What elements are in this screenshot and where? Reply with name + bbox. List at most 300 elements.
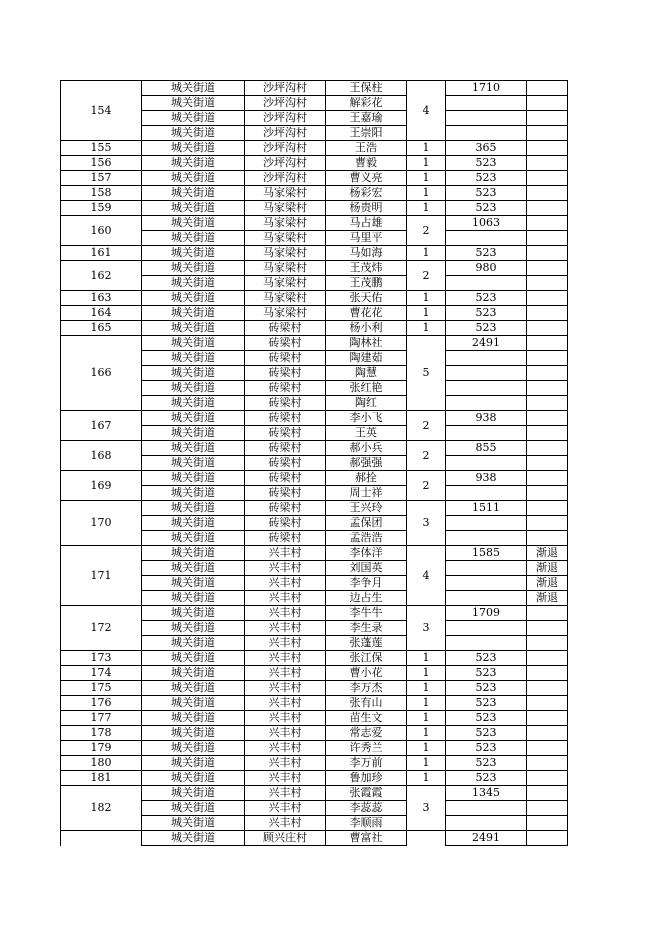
village-cell: 砖梁村 bbox=[245, 531, 326, 546]
village-cell: 砖梁村 bbox=[245, 486, 326, 501]
name-cell: 李生录 bbox=[326, 621, 407, 636]
village-cell: 兴丰村 bbox=[245, 546, 326, 561]
name-cell: 李争月 bbox=[326, 576, 407, 591]
street-cell: 城关街道 bbox=[142, 696, 245, 711]
street-cell: 城关街道 bbox=[142, 291, 245, 306]
name-cell: 张蓬莲 bbox=[326, 636, 407, 651]
village-cell: 兴丰村 bbox=[245, 621, 326, 636]
note-cell bbox=[527, 126, 568, 141]
note-cell bbox=[527, 456, 568, 471]
table-row bbox=[61, 666, 568, 681]
amount-cell: 1511 bbox=[446, 501, 527, 516]
serial-number-cell: 159 bbox=[61, 201, 142, 216]
name-cell: 陶红 bbox=[326, 396, 407, 411]
street-cell: 城关街道 bbox=[142, 366, 245, 381]
household-size-cell: 2 bbox=[407, 441, 446, 471]
note-cell bbox=[527, 111, 568, 126]
note-cell bbox=[527, 831, 568, 846]
note-cell bbox=[527, 291, 568, 306]
note-cell bbox=[527, 276, 568, 291]
table-row bbox=[61, 411, 568, 426]
village-cell: 砖梁村 bbox=[245, 336, 326, 351]
village-cell: 兴丰村 bbox=[245, 726, 326, 741]
note-cell: 渐退 bbox=[527, 591, 568, 606]
amount-cell-empty bbox=[446, 561, 527, 576]
serial-number-cell: 158 bbox=[61, 186, 142, 201]
village-cell: 马家梁村 bbox=[245, 306, 326, 321]
serial-number-cell: 154 bbox=[61, 81, 142, 141]
village-cell: 砖梁村 bbox=[245, 456, 326, 471]
household-size-cell: 4 bbox=[407, 546, 446, 606]
name-cell: 孟保团 bbox=[326, 516, 407, 531]
household-size-cell: 5 bbox=[407, 336, 446, 411]
street-cell: 城关街道 bbox=[142, 801, 245, 816]
name-cell: 曹小花 bbox=[326, 666, 407, 681]
street-cell: 城关街道 bbox=[142, 636, 245, 651]
village-cell: 兴丰村 bbox=[245, 741, 326, 756]
note-cell bbox=[527, 156, 568, 171]
village-cell: 砖梁村 bbox=[245, 426, 326, 441]
amount-cell: 523 bbox=[446, 756, 527, 771]
amount-cell-empty bbox=[446, 531, 527, 546]
name-cell: 李万杰 bbox=[326, 681, 407, 696]
note-cell bbox=[527, 216, 568, 231]
name-cell: 孟浩浩 bbox=[326, 531, 407, 546]
amount-cell: 855 bbox=[446, 441, 527, 456]
village-cell: 兴丰村 bbox=[245, 696, 326, 711]
serial-number-cell: 165 bbox=[61, 321, 142, 336]
name-cell: 张有山 bbox=[326, 696, 407, 711]
name-cell: 杨小利 bbox=[326, 321, 407, 336]
street-cell: 城关街道 bbox=[142, 81, 245, 96]
street-cell: 城关街道 bbox=[142, 756, 245, 771]
name-cell: 李小飞 bbox=[326, 411, 407, 426]
amount-cell: 523 bbox=[446, 321, 527, 336]
street-cell: 城关街道 bbox=[142, 441, 245, 456]
street-cell: 城关街道 bbox=[142, 741, 245, 756]
household-size-cell bbox=[407, 831, 446, 846]
serial-number-cell: 168 bbox=[61, 441, 142, 471]
table-row bbox=[61, 606, 568, 621]
village-cell: 沙坪沟村 bbox=[245, 156, 326, 171]
amount-cell: 1345 bbox=[446, 786, 527, 801]
note-cell bbox=[527, 516, 568, 531]
amount-cell: 523 bbox=[446, 666, 527, 681]
village-cell: 砖梁村 bbox=[245, 366, 326, 381]
name-cell: 张天佑 bbox=[326, 291, 407, 306]
amount-cell-empty bbox=[446, 816, 527, 831]
name-cell: 马如海 bbox=[326, 246, 407, 261]
serial-number-cell: 176 bbox=[61, 696, 142, 711]
note-cell bbox=[527, 246, 568, 261]
amount-cell: 523 bbox=[446, 306, 527, 321]
note-cell bbox=[527, 606, 568, 621]
note-cell bbox=[527, 501, 568, 516]
street-cell: 城关街道 bbox=[142, 486, 245, 501]
table-row bbox=[61, 711, 568, 726]
amount-cell: 523 bbox=[446, 291, 527, 306]
note-cell bbox=[527, 96, 568, 111]
household-size-cell: 3 bbox=[407, 501, 446, 546]
table-row bbox=[61, 246, 568, 261]
note-cell bbox=[527, 726, 568, 741]
street-cell: 城关街道 bbox=[142, 726, 245, 741]
name-cell: 李体洋 bbox=[326, 546, 407, 561]
name-cell: 鲁加珍 bbox=[326, 771, 407, 786]
village-cell: 马家梁村 bbox=[245, 246, 326, 261]
amount-cell: 1710 bbox=[446, 81, 527, 96]
name-cell: 曹花花 bbox=[326, 306, 407, 321]
table-row bbox=[61, 186, 568, 201]
table-row bbox=[61, 261, 568, 276]
household-size-cell: 1 bbox=[407, 156, 446, 171]
name-cell: 李蕊蕊 bbox=[326, 801, 407, 816]
note-cell bbox=[527, 636, 568, 651]
amount-cell: 2491 bbox=[446, 336, 527, 351]
street-cell: 城关街道 bbox=[142, 171, 245, 186]
serial-number-cell: 167 bbox=[61, 411, 142, 441]
street-cell: 城关街道 bbox=[142, 786, 245, 801]
amount-cell: 2491 bbox=[446, 831, 527, 846]
village-cell: 砖梁村 bbox=[245, 516, 326, 531]
village-cell: 兴丰村 bbox=[245, 801, 326, 816]
village-cell: 砖梁村 bbox=[245, 396, 326, 411]
name-cell: 王英 bbox=[326, 426, 407, 441]
note-cell bbox=[527, 741, 568, 756]
household-size-cell: 1 bbox=[407, 771, 446, 786]
name-cell: 解彩花 bbox=[326, 96, 407, 111]
village-cell: 砖梁村 bbox=[245, 411, 326, 426]
note-cell bbox=[527, 171, 568, 186]
village-cell: 马家梁村 bbox=[245, 216, 326, 231]
street-cell: 城关街道 bbox=[142, 396, 245, 411]
table-row bbox=[61, 756, 568, 771]
table-row bbox=[61, 141, 568, 156]
name-cell: 常志爱 bbox=[326, 726, 407, 741]
amount-cell-empty bbox=[446, 576, 527, 591]
note-cell bbox=[527, 651, 568, 666]
table-row bbox=[61, 81, 568, 96]
village-cell: 兴丰村 bbox=[245, 561, 326, 576]
street-cell: 城关街道 bbox=[142, 186, 245, 201]
serial-number-cell: 182 bbox=[61, 786, 142, 831]
amount-cell: 523 bbox=[446, 246, 527, 261]
street-cell: 城关街道 bbox=[142, 516, 245, 531]
name-cell: 苗生文 bbox=[326, 711, 407, 726]
name-cell: 王保柱 bbox=[326, 81, 407, 96]
serial-number-cell: 157 bbox=[61, 171, 142, 186]
household-size-cell: 2 bbox=[407, 261, 446, 291]
street-cell: 城关街道 bbox=[142, 126, 245, 141]
note-cell bbox=[527, 381, 568, 396]
village-cell: 马家梁村 bbox=[245, 231, 326, 246]
note-cell bbox=[527, 141, 568, 156]
street-cell: 城关街道 bbox=[142, 651, 245, 666]
amount-cell: 938 bbox=[446, 471, 527, 486]
amount-cell: 523 bbox=[446, 171, 527, 186]
note-cell bbox=[527, 306, 568, 321]
note-cell: 渐退 bbox=[527, 576, 568, 591]
amount-cell: 523 bbox=[446, 651, 527, 666]
note-cell bbox=[527, 201, 568, 216]
serial-number-cell: 160 bbox=[61, 216, 142, 246]
village-cell: 砖梁村 bbox=[245, 501, 326, 516]
street-cell: 城关街道 bbox=[142, 501, 245, 516]
table-row bbox=[61, 441, 568, 456]
amount-cell-empty bbox=[446, 426, 527, 441]
household-table bbox=[60, 80, 568, 846]
amount-cell: 365 bbox=[446, 141, 527, 156]
name-cell: 郝强强 bbox=[326, 456, 407, 471]
table-row bbox=[61, 651, 568, 666]
serial-number-cell: 174 bbox=[61, 666, 142, 681]
note-cell bbox=[527, 81, 568, 96]
note-cell bbox=[527, 801, 568, 816]
street-cell: 城关街道 bbox=[142, 711, 245, 726]
name-cell: 杨贵明 bbox=[326, 201, 407, 216]
amount-cell: 523 bbox=[446, 711, 527, 726]
street-cell: 城关街道 bbox=[142, 216, 245, 231]
household-size-cell: 1 bbox=[407, 171, 446, 186]
amount-cell-empty bbox=[446, 351, 527, 366]
village-cell: 沙坪沟村 bbox=[245, 126, 326, 141]
name-cell: 张霞霞 bbox=[326, 786, 407, 801]
name-cell: 陶建茹 bbox=[326, 351, 407, 366]
serial-number-cell: 171 bbox=[61, 546, 142, 606]
village-cell: 沙坪沟村 bbox=[245, 96, 326, 111]
household-size-cell: 2 bbox=[407, 411, 446, 441]
amount-cell: 938 bbox=[446, 411, 527, 426]
note-cell bbox=[527, 411, 568, 426]
amount-cell: 523 bbox=[446, 681, 527, 696]
village-cell: 马家梁村 bbox=[245, 291, 326, 306]
name-cell: 李顺雨 bbox=[326, 816, 407, 831]
street-cell: 城关街道 bbox=[142, 261, 245, 276]
amount-cell-empty bbox=[446, 96, 527, 111]
street-cell: 城关街道 bbox=[142, 621, 245, 636]
note-cell bbox=[527, 396, 568, 411]
village-cell: 马家梁村 bbox=[245, 186, 326, 201]
street-cell: 城关街道 bbox=[142, 546, 245, 561]
note-cell: 渐退 bbox=[527, 546, 568, 561]
name-cell: 王茂炜 bbox=[326, 261, 407, 276]
village-cell: 马家梁村 bbox=[245, 261, 326, 276]
amount-cell-empty bbox=[446, 486, 527, 501]
name-cell: 郝拴 bbox=[326, 471, 407, 486]
amount-cell-empty bbox=[446, 396, 527, 411]
amount-cell-empty bbox=[446, 231, 527, 246]
street-cell: 城关街道 bbox=[142, 591, 245, 606]
note-cell bbox=[527, 426, 568, 441]
note-cell bbox=[527, 231, 568, 246]
amount-cell-empty bbox=[446, 381, 527, 396]
amount-cell-empty bbox=[446, 126, 527, 141]
note-cell bbox=[527, 366, 568, 381]
note-cell bbox=[527, 531, 568, 546]
name-cell: 曹毅 bbox=[326, 156, 407, 171]
note-cell bbox=[527, 486, 568, 501]
table-row bbox=[61, 546, 568, 561]
amount-cell: 1585 bbox=[446, 546, 527, 561]
note-cell bbox=[527, 471, 568, 486]
amount-cell: 1709 bbox=[446, 606, 527, 621]
village-cell: 兴丰村 bbox=[245, 711, 326, 726]
name-cell: 刘国英 bbox=[326, 561, 407, 576]
street-cell: 城关街道 bbox=[142, 471, 245, 486]
name-cell: 陶慧 bbox=[326, 366, 407, 381]
name-cell: 马里平 bbox=[326, 231, 407, 246]
serial-number-cell: 156 bbox=[61, 156, 142, 171]
name-cell: 曹富社 bbox=[326, 831, 407, 846]
street-cell: 城关街道 bbox=[142, 141, 245, 156]
amount-cell: 523 bbox=[446, 741, 527, 756]
amount-cell-empty bbox=[446, 591, 527, 606]
note-cell bbox=[527, 261, 568, 276]
table-row bbox=[61, 291, 568, 306]
street-cell: 城关街道 bbox=[142, 816, 245, 831]
household-size-cell: 1 bbox=[407, 756, 446, 771]
amount-cell: 523 bbox=[446, 696, 527, 711]
village-cell: 马家梁村 bbox=[245, 276, 326, 291]
village-cell: 沙坪沟村 bbox=[245, 141, 326, 156]
table-row bbox=[61, 306, 568, 321]
note-cell bbox=[527, 321, 568, 336]
village-cell: 砖梁村 bbox=[245, 441, 326, 456]
name-cell: 曹义亮 bbox=[326, 171, 407, 186]
amount-cell: 523 bbox=[446, 201, 527, 216]
table-row bbox=[61, 786, 568, 801]
table-row bbox=[61, 501, 568, 516]
village-cell: 兴丰村 bbox=[245, 681, 326, 696]
amount-cell-empty bbox=[446, 636, 527, 651]
serial-number-cell: 161 bbox=[61, 246, 142, 261]
name-cell: 许秀兰 bbox=[326, 741, 407, 756]
serial-number-cell: 173 bbox=[61, 651, 142, 666]
street-cell: 城关街道 bbox=[142, 531, 245, 546]
table-row bbox=[61, 726, 568, 741]
street-cell: 城关街道 bbox=[142, 351, 245, 366]
name-cell: 王兴玲 bbox=[326, 501, 407, 516]
household-size-cell: 3 bbox=[407, 606, 446, 651]
name-cell: 边占生 bbox=[326, 591, 407, 606]
household-size-cell: 1 bbox=[407, 321, 446, 336]
village-cell: 兴丰村 bbox=[245, 591, 326, 606]
household-size-cell: 1 bbox=[407, 681, 446, 696]
street-cell: 城关街道 bbox=[142, 201, 245, 216]
serial-number-cell: 170 bbox=[61, 501, 142, 546]
name-cell: 马占雄 bbox=[326, 216, 407, 231]
table-row bbox=[61, 471, 568, 486]
amount-cell: 980 bbox=[446, 261, 527, 276]
village-cell: 兴丰村 bbox=[245, 666, 326, 681]
household-size-cell: 1 bbox=[407, 666, 446, 681]
village-cell: 兴丰村 bbox=[245, 576, 326, 591]
village-cell: 砖梁村 bbox=[245, 471, 326, 486]
village-cell: 兴丰村 bbox=[245, 636, 326, 651]
amount-cell-empty bbox=[446, 516, 527, 531]
note-cell: 渐退 bbox=[527, 561, 568, 576]
table-row bbox=[61, 831, 568, 846]
household-size-cell: 4 bbox=[407, 81, 446, 141]
household-size-cell: 2 bbox=[407, 471, 446, 501]
note-cell bbox=[527, 681, 568, 696]
table-row bbox=[61, 321, 568, 336]
amount-cell: 523 bbox=[446, 156, 527, 171]
street-cell: 城关街道 bbox=[142, 831, 245, 846]
household-size-cell: 1 bbox=[407, 246, 446, 261]
table-row bbox=[61, 171, 568, 186]
street-cell: 城关街道 bbox=[142, 276, 245, 291]
note-cell bbox=[527, 696, 568, 711]
street-cell: 城关街道 bbox=[142, 666, 245, 681]
village-cell: 马家梁村 bbox=[245, 201, 326, 216]
household-size-cell: 1 bbox=[407, 696, 446, 711]
serial-number-cell: 180 bbox=[61, 756, 142, 771]
table-row bbox=[61, 201, 568, 216]
street-cell: 城关街道 bbox=[142, 426, 245, 441]
street-cell: 城关街道 bbox=[142, 156, 245, 171]
street-cell: 城关街道 bbox=[142, 336, 245, 351]
note-cell bbox=[527, 351, 568, 366]
street-cell: 城关街道 bbox=[142, 456, 245, 471]
village-cell: 兴丰村 bbox=[245, 651, 326, 666]
name-cell: 陶林社 bbox=[326, 336, 407, 351]
village-cell: 砖梁村 bbox=[245, 381, 326, 396]
serial-number-cell: 177 bbox=[61, 711, 142, 726]
amount-cell-empty bbox=[446, 801, 527, 816]
table-row bbox=[61, 336, 568, 351]
note-cell bbox=[527, 441, 568, 456]
name-cell: 王茂鹏 bbox=[326, 276, 407, 291]
household-size-cell: 2 bbox=[407, 216, 446, 246]
street-cell: 城关街道 bbox=[142, 771, 245, 786]
serial-number-cell: 166 bbox=[61, 336, 142, 411]
street-cell: 城关街道 bbox=[142, 606, 245, 621]
serial-number-cell: 181 bbox=[61, 771, 142, 786]
name-cell: 王浩 bbox=[326, 141, 407, 156]
amount-cell: 523 bbox=[446, 726, 527, 741]
street-cell: 城关街道 bbox=[142, 561, 245, 576]
serial-number-cell bbox=[61, 831, 142, 846]
household-size-cell: 1 bbox=[407, 306, 446, 321]
street-cell: 城关街道 bbox=[142, 111, 245, 126]
household-size-cell: 1 bbox=[407, 651, 446, 666]
note-cell bbox=[527, 711, 568, 726]
village-cell: 砖梁村 bbox=[245, 351, 326, 366]
serial-number-cell: 179 bbox=[61, 741, 142, 756]
village-cell: 兴丰村 bbox=[245, 771, 326, 786]
street-cell: 城关街道 bbox=[142, 231, 245, 246]
serial-number-cell: 163 bbox=[61, 291, 142, 306]
street-cell: 城关街道 bbox=[142, 246, 245, 261]
note-cell bbox=[527, 786, 568, 801]
table-row bbox=[61, 771, 568, 786]
amount-cell: 1063 bbox=[446, 216, 527, 231]
village-cell: 顾兴庄村 bbox=[245, 831, 326, 846]
street-cell: 城关街道 bbox=[142, 321, 245, 336]
name-cell: 张江保 bbox=[326, 651, 407, 666]
street-cell: 城关街道 bbox=[142, 306, 245, 321]
household-size-cell: 1 bbox=[407, 201, 446, 216]
name-cell: 王崇阳 bbox=[326, 126, 407, 141]
village-cell: 兴丰村 bbox=[245, 606, 326, 621]
village-cell: 沙坪沟村 bbox=[245, 81, 326, 96]
household-size-cell: 1 bbox=[407, 726, 446, 741]
table-row bbox=[61, 681, 568, 696]
note-cell bbox=[527, 771, 568, 786]
street-cell: 城关街道 bbox=[142, 576, 245, 591]
name-cell: 张红艳 bbox=[326, 381, 407, 396]
